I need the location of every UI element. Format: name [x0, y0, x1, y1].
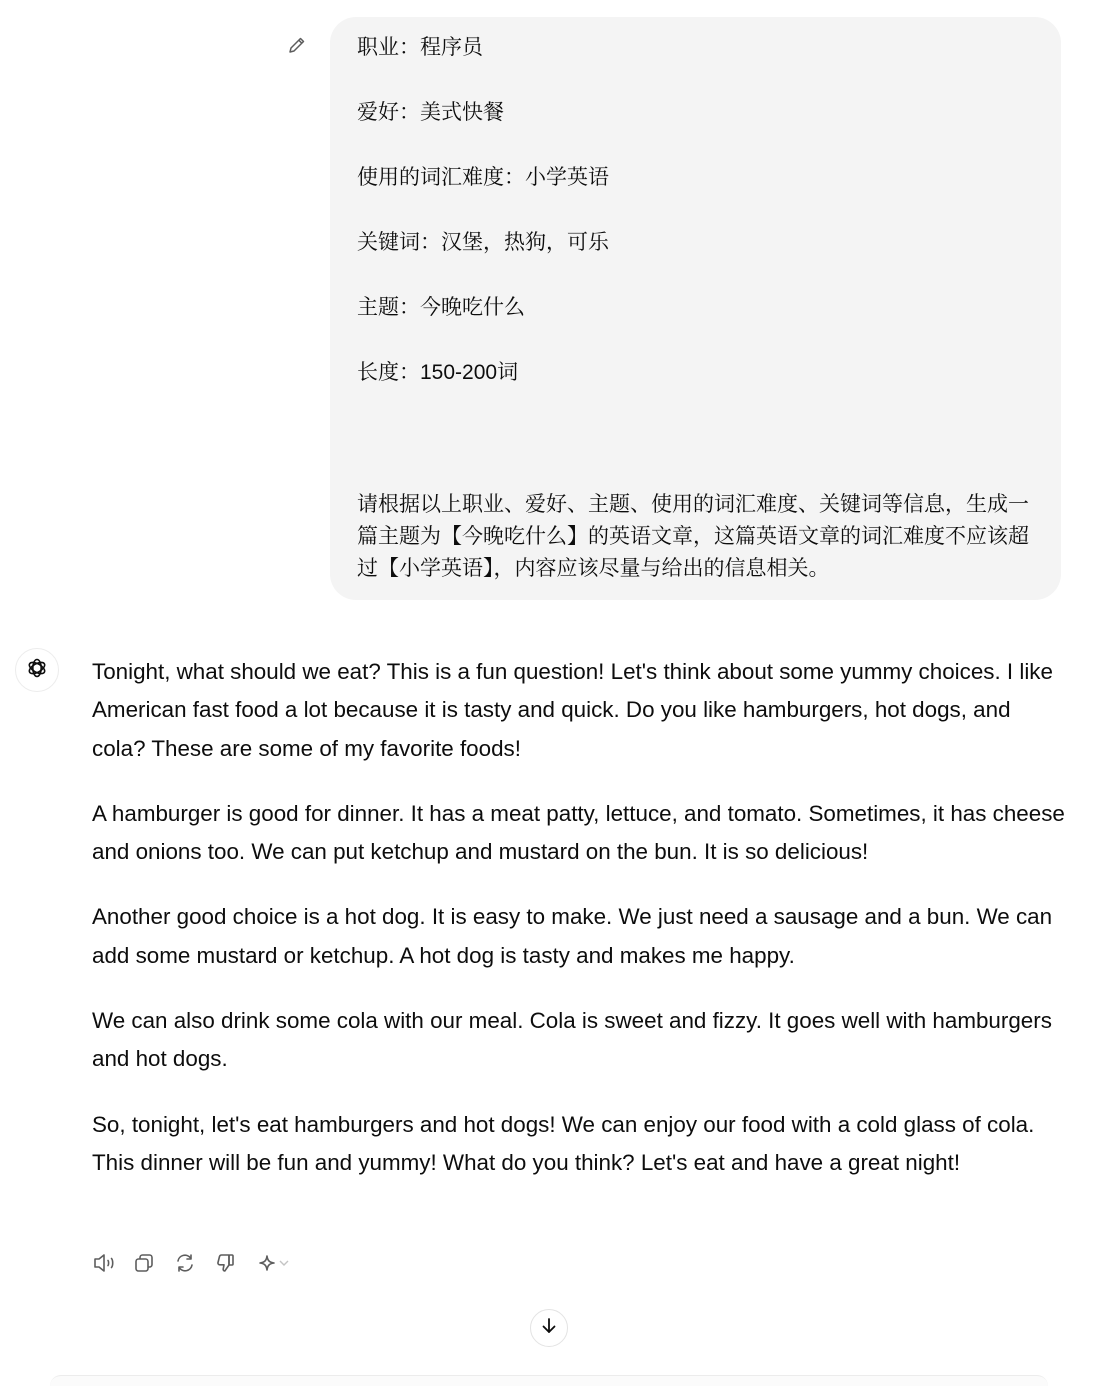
regenerate-button[interactable] — [174, 1249, 215, 1277]
user-request-text: 请根据以上职业、爱好、主题、使用的词汇难度、关键词等信息，生成一篇主题为【今晚吃什么】的英语文章，这篇英语文章的词汇难度不应该超过【小学英语】，内容应该尽量与给出的信息相关。 — [357, 493, 1029, 580]
arrow-down-icon — [539, 1316, 559, 1341]
user-line-vocab-level: 使用的词汇难度：小学英语 — [357, 166, 609, 189]
pencil-icon — [287, 35, 307, 60]
read-aloud-button[interactable] — [92, 1249, 133, 1277]
answer-paragraph: Another good choice is a hot dog. It is easy to make. We just need a sausage and a bun. We can add some mustard or ketchup. A hot dog is tasty and makes me happy. — [92, 904, 1053, 968]
user-line-length: 长度：150-200词 — [357, 361, 519, 384]
message-actions — [92, 1249, 292, 1277]
copy-icon — [133, 1252, 155, 1274]
copy-button[interactable] — [133, 1249, 174, 1277]
user-line-topic: 主题：今晚吃什么 — [357, 296, 525, 319]
user-message-bubble — [330, 17, 1061, 600]
user-line-keywords: 关键词：汉堡，热狗，可乐 — [357, 231, 609, 254]
bad-response-button[interactable] — [215, 1249, 256, 1277]
user-line-occupation: 职业：程序员 — [357, 36, 483, 59]
change-model-button[interactable] — [256, 1249, 292, 1277]
user-line-hobby: 爱好：美式快餐 — [357, 101, 504, 124]
sparkle-icon — [256, 1252, 278, 1274]
chevron-down-icon — [278, 1257, 290, 1269]
answer-paragraph: So, tonight, let's eat hamburgers and hot dogs! We can enjoy our food with a cold glass of cola. This dinner will be fun and yummy! What do you think? Let's eat and have a great night! — [92, 1111, 1035, 1175]
answer-paragraph: A hamburger is good for dinner. It has a meat patty, lettuce, and tomato. Sometimes, it has cheese and onions too. We can put ketchup and mustard on the bun. It is so delicious! — [92, 800, 1065, 865]
assistant-message — [92, 653, 1067, 1209]
edit-message-button[interactable] — [284, 34, 310, 60]
refresh-icon — [174, 1252, 196, 1274]
assistant-avatar — [15, 648, 59, 692]
thumbs-down-icon — [215, 1252, 237, 1274]
answer-paragraph: We can also drink some cola with our meal. Cola is sweet and fizzy. It goes well with hamburgers and hot dogs. — [92, 1008, 1052, 1072]
speaker-icon — [92, 1252, 118, 1274]
scroll-to-bottom-button[interactable] — [530, 1309, 568, 1347]
answer-paragraph: Tonight, what should we eat? This is a fun question! Let's think about some yummy choices. I like American fast food a lot because it is tasty and quick. Do you like hamburgers, hot dogs, and cola? These are some of my favorite foods! — [92, 659, 1053, 761]
openai-logo-icon — [25, 656, 49, 685]
